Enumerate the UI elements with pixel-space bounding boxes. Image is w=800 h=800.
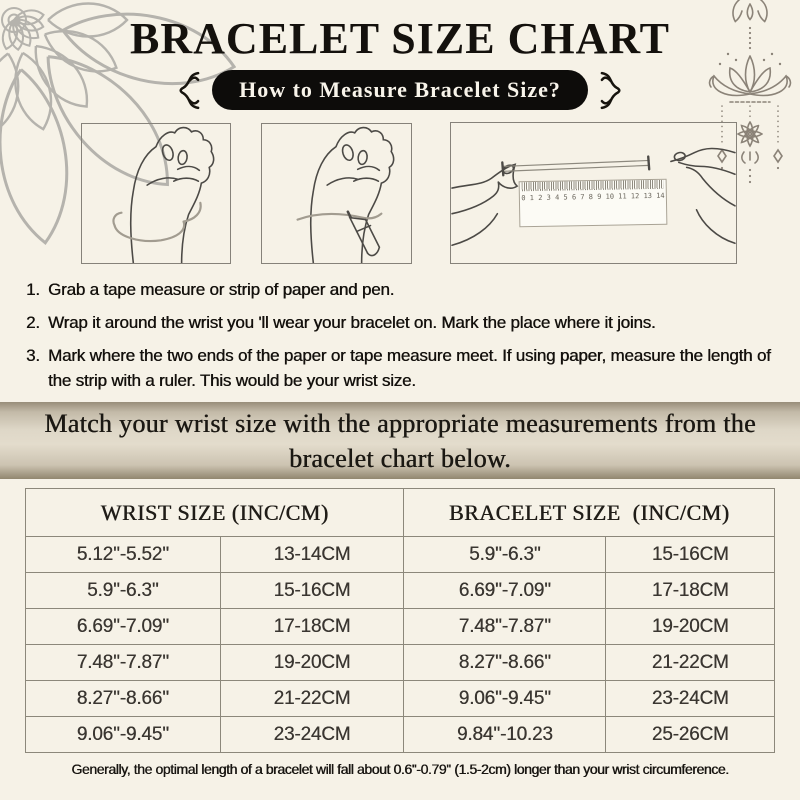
wrist-cm: 17-18CM [220,609,404,645]
illustration-ruler-measure [450,122,737,264]
table-row [26,573,775,609]
footer-note: Generally, the optimal length of a bracelet will fall about 0.6''-0.79'' (1.5-2cm) longer than your wrist circumference. [71,761,729,777]
brace-squiggle-left-icon [172,70,201,111]
bracelet-cm: 15-16CM [606,537,775,573]
wrist-cm: 21-22CM [220,681,404,717]
wrist-size-header: WRIST SIZE (INC/CM) [26,489,404,537]
step-text: Grab a tape measure or strip of paper and pen. [48,280,395,299]
wrist-inches: 9.06''-9.45'' [26,717,221,753]
wrist-inches: 7.48''-7.87'' [26,645,221,681]
instructions-list [26,277,778,401]
banner-text: Match your wrist size with the appropriate measurements from the bracelet chart below. [44,408,756,473]
badge-row [0,69,800,111]
ruler-ticks [522,180,664,191]
bracelet-cm: 17-18CM [606,573,775,609]
page-title: BRACELET SIZE CHART [130,14,670,63]
table-row [26,537,775,573]
instruction-step-3 [26,343,778,393]
bracelet-inches: 9.84''-10.23 [404,717,606,753]
ruler [519,179,668,228]
wrist-cm: 15-16CM [220,573,404,609]
wrist-cm: 19-20CM [220,645,404,681]
bracelet-cm: 19-20CM [606,609,775,645]
instruction-step-1 [26,277,778,302]
bracelet-inches: 7.48''-7.87'' [404,609,606,645]
bracelet-inches: 6.69''-7.09'' [404,573,606,609]
table-row [26,681,775,717]
table-row [26,609,775,645]
table-header-row [26,489,775,537]
wrist-inches: 6.69''-7.09'' [26,609,221,645]
bracelet-inches: 8.27''-8.66'' [404,645,606,681]
illustration-mark-pen [261,123,412,264]
wrist-inches: 5.9''-6.3'' [26,573,221,609]
wrist-inches: 5.12''-5.52'' [26,537,221,573]
table-row [26,645,775,681]
wrist-cm: 13-14CM [220,537,404,573]
match-size-banner [0,402,800,479]
wrist-cm: 23-24CM [220,717,404,753]
step-number: 3. [26,346,40,365]
brace-squiggle-right-icon [599,70,628,111]
step-text: Mark where the two ends of the paper or tape measure meet. If using paper, measure the length of the strip with a ruler. This would be your wrist size. [48,346,771,390]
bracelet-inches: 5.9''-6.3'' [404,537,606,573]
bracelet-inches: 9.06''-9.45'' [404,681,606,717]
bracelet-size-header: BRACELET SIZE (INC/CM) [404,489,775,537]
bracelet-cm: 23-24CM [606,681,775,717]
step-number: 2. [26,313,40,332]
step-number: 1. [26,280,40,299]
how-to-measure-badge: How to Measure Bracelet Size? [212,70,588,110]
bracelet-cm: 21-22CM [606,645,775,681]
fist-tape-illustration [82,124,230,263]
illustration-wrap-tape [81,123,231,264]
ruler-numbers: 0 1 2 3 4 5 6 7 8 9 10 11 12 13 14 [521,192,666,203]
wrist-inches: 8.27''-8.66'' [26,681,221,717]
instruction-step-2 [26,310,778,335]
table-row [26,717,775,753]
fist-pen-illustration [262,124,411,263]
step-text: Wrap it around the wrist you 'll wear your bracelet on. Mark the place where it joins. [48,313,656,332]
bracelet-cm: 25-26CM [606,717,775,753]
size-table [25,488,775,753]
